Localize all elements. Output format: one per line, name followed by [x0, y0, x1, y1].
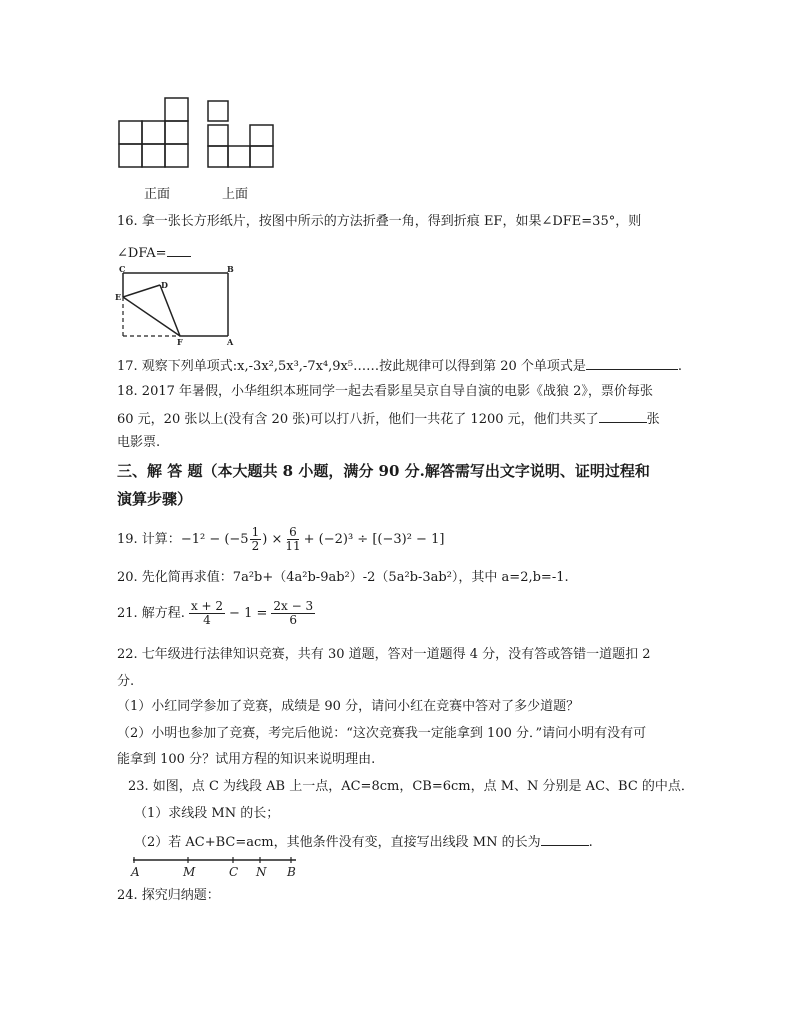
q17-text: 17. 观察下列单项式:x,-3x²,5x³,-7x⁴,9x⁵……按此规律可以得到第 20 个单项式是	[117, 359, 586, 374]
front-cell	[142, 144, 165, 167]
point-label-b: B	[227, 265, 234, 274]
q16-line1: 16. 拿一张长方形纸片，按图中所示的方法折叠一角，得到折痕 EF，如果∠DFE=35°，则	[117, 214, 642, 229]
top-cell	[228, 146, 250, 167]
q19	[117, 526, 444, 553]
point-label-a: A	[131, 865, 140, 879]
numerator: x + 2	[190, 599, 224, 613]
q19-label: 19. 计算：	[117, 531, 181, 547]
q19-part2: ) ×	[262, 531, 283, 547]
point-label-c: C	[229, 865, 239, 879]
point-label-m: M	[183, 865, 196, 879]
denominator: 2	[251, 539, 260, 553]
q18-line2b: 张	[646, 412, 660, 427]
front-cell	[142, 121, 165, 144]
q23-line1: 23. 如图，点 C 为线段 AB 上一点，AC=8cm，CB=6cm，点 M、N 分别是 AC、BC 的中点．	[128, 779, 694, 794]
top-cell	[250, 125, 273, 146]
q21	[117, 600, 316, 627]
top-cell	[250, 146, 273, 167]
q19-part1: −1² − (−5	[180, 531, 249, 547]
q22-sub2b: 能拿到 100 分？试用方程的知识来说明理由.	[117, 752, 376, 767]
front-view-label: 正面	[144, 187, 171, 202]
top-cell	[208, 125, 228, 146]
q17-end: .	[677, 359, 683, 374]
section-heading: 三、解 答 题（本大题共 8 小题，满分 90 分.解答需写出文字说明、证明过程和	[117, 462, 650, 480]
q16-label: ∠DFA=	[117, 246, 167, 261]
q22-line1: 22. 七年级进行法律知识竞赛，共有 30 道题，答对一道题得 4 分，没有答或答错一道题扣 2	[117, 647, 651, 662]
fraction	[189, 600, 225, 627]
point-label-d: D	[161, 280, 168, 290]
front-cell	[165, 144, 188, 167]
numerator: 2x − 3	[273, 599, 314, 613]
denominator: 11	[285, 539, 301, 553]
front-cell	[119, 144, 142, 167]
q23-sub2	[134, 832, 593, 852]
fold-figure	[113, 265, 238, 347]
q16-line2	[117, 243, 191, 263]
segment-figure	[128, 855, 303, 881]
answer-blank	[599, 409, 647, 423]
q18-line1: 18. 2017 年暑假，小华组织本班同学一起去看影星吴京自导自演的电影《战狼 2》，票价每张	[117, 384, 653, 399]
top-view-label: 上面	[222, 187, 249, 202]
q17	[117, 356, 682, 376]
q22-sub1: （1）小红同学参加了竞赛，成绩是 90 分，请问小红在竞赛中答对了多少道题？	[117, 699, 580, 714]
q22-line2: 分.	[117, 674, 135, 689]
front-cell	[119, 121, 142, 144]
q21-mid: − 1 =	[229, 605, 268, 621]
fraction	[271, 600, 315, 627]
q24: 24. 探究归纳题：	[117, 888, 220, 903]
q23-sub1: （1）求线段 MN 的长；	[134, 806, 280, 821]
point-label-n: N	[256, 865, 267, 879]
front-cell	[165, 98, 188, 121]
three-view-figure	[116, 94, 286, 174]
q19-part3: + (−2)³ ÷ [(−3)² − 1]	[303, 531, 445, 547]
point-label-c: C	[119, 265, 126, 274]
point-label-a: A	[227, 337, 234, 347]
point-label-e: E	[115, 292, 122, 302]
q20: 20. 先化简再求值：7a²b+（4a²b-9ab²）-2（5a²b-3ab²），其中 a=2,b=-1.	[117, 570, 569, 585]
q22-sub2a: （2）小明也参加了竞赛，考完后他说：“这次竞赛我一定能拿到 100 分．”请问小明有没有可	[117, 726, 647, 741]
section-heading-cont: 演算步骤）	[117, 490, 193, 508]
numerator: 1	[251, 525, 260, 539]
q18-line2a: 60 元，20 张以上(没有含 20 张)可以打八折，他们一共花了 1200 元，他们共买了	[117, 412, 599, 427]
q23-sub2-end: .	[588, 835, 593, 850]
denominator: 4	[203, 613, 211, 627]
denominator: 6	[289, 613, 298, 627]
point-label-f: F	[177, 337, 183, 347]
q18-line2	[117, 409, 660, 429]
numerator: 6	[289, 525, 297, 539]
fraction	[250, 526, 262, 553]
answer-blank	[541, 832, 589, 846]
point-label-b: B	[287, 865, 296, 879]
top-cell	[208, 146, 228, 167]
answer-blank	[167, 243, 191, 257]
q21-label: 21. 解方程.	[117, 605, 185, 621]
fraction	[283, 526, 302, 553]
answer-blank	[586, 356, 678, 370]
q23-sub2-text: （2）若 AC+BC=acm，其他条件没有变，直接写出线段 MN 的长为	[134, 835, 541, 850]
q18-line3: 电影票.	[117, 435, 161, 450]
front-cell	[165, 121, 188, 144]
top-cell	[208, 101, 228, 121]
